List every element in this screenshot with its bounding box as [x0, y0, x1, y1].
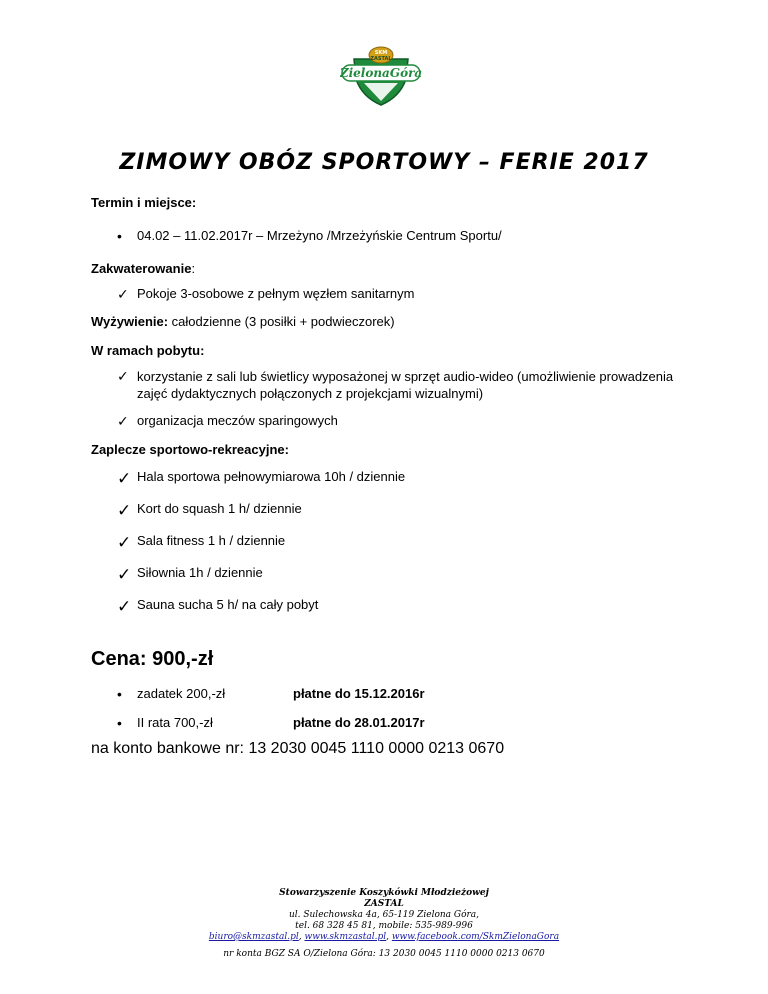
zaplecze-item-1	[117, 469, 405, 489]
zaplecze-item-2	[117, 501, 302, 521]
logo-club-text: ZASTAL	[370, 56, 392, 62]
footer-email-link[interactable]: biuro@skmzastal.pl	[208, 932, 299, 942]
bullet-icon	[117, 228, 137, 244]
zaplecze-text-2: Kort do squash 1 h/ dziennie	[137, 501, 302, 516]
checkmark-icon	[117, 413, 137, 430]
payment-row-2	[117, 715, 425, 731]
payment-row-1	[117, 686, 425, 702]
checkmark-icon	[117, 469, 137, 489]
zaplecze-heading: Zaplecze sportowo-rekreacyjne:	[91, 442, 289, 457]
checkmark-icon	[117, 368, 137, 402]
footer-account: nr konta BGZ SA O/Zielona Góra: 13 2030 0045 1110 0000 0213 0670	[223, 949, 545, 959]
wyzywienie-line	[91, 314, 395, 329]
checkmark-icon	[117, 533, 137, 553]
logo-top-text: SKM	[374, 50, 388, 56]
zaplecze-text-5: Sauna sucha 5 h/ na cały pobyt	[137, 597, 319, 612]
pobyt-text-2: organizacja meczów sparingowych	[137, 413, 338, 428]
termin-text: 04.02 – 11.02.2017r – Mrzeżyno /Mrzeżyńskie Centrum Sportu/	[137, 228, 502, 243]
zaplecze-item-5	[117, 597, 318, 617]
checkmark-icon	[117, 597, 137, 617]
checkmark-icon	[117, 501, 137, 521]
pobyt-item-2	[117, 413, 338, 430]
zaplecze-text-3: Sala fitness 1 h / dziennie	[137, 533, 286, 548]
zaplecze-text-4: Siłownia 1h / dziennie	[137, 565, 263, 580]
footer-sep-1: ,	[298, 932, 305, 942]
club-logo	[340, 45, 422, 107]
pobyt-heading: W ramach pobytu:	[91, 343, 205, 358]
footer-address: ul. Sulechowska 4a, 65-119 Zielona Góra,	[288, 910, 480, 920]
pobyt-item-1	[117, 368, 677, 402]
footer-org: Stowarzyszenie Koszykówki Młodzieżowej	[279, 888, 489, 898]
bullet-icon	[117, 686, 137, 702]
payment-due-1: płatne do 15.12.2016r	[293, 686, 425, 701]
checkmark-icon	[117, 286, 137, 303]
logo-city-text: ZielonaGóra	[340, 66, 422, 80]
pobyt-text-1: korzystanie z sali lub świetlicy wyposażonej w sprzęt audio-wideo (umożliwienie prowadzenia zajęć dydaktycznych połączonych z projekcjami wizualnymi)	[137, 369, 674, 401]
footer-www-link[interactable]: www.skmzastal.pl	[304, 932, 387, 942]
zakwaterowanie-colon: :	[191, 261, 196, 276]
price: Cena: 900,-zł	[91, 648, 214, 670]
footer-links	[0, 932, 768, 943]
checkmark-icon	[117, 565, 137, 585]
wyzywienie-text: całodzienne (3 posiłki + podwieczorek)	[168, 314, 395, 329]
footer-phone: tel. 68 328 45 81, mobile: 535-989-996	[295, 921, 473, 931]
bank-account: na konto bankowe nr: 13 2030 0045 1110 0000 0213 0670	[91, 740, 505, 757]
payment-label-2: II rata 700,-zł	[137, 715, 213, 730]
zaplecze-text-1: Hala sportowa pełnowymiarowa 10h / dziennie	[137, 469, 406, 484]
zakwaterowanie-text: Pokoje 3-osobowe z pełnym węzłem sanitarnym	[137, 286, 415, 301]
payment-label-1: zadatek 200,-zł	[137, 686, 226, 701]
footer-facebook-link[interactable]: www.facebook.com/SkmZielonaGora	[391, 932, 560, 942]
bullet-icon	[117, 715, 137, 731]
zakwaterowanie-heading	[91, 261, 195, 276]
wyzywienie-label: Wyżywienie:	[91, 314, 169, 329]
footer	[0, 888, 768, 960]
termin-item	[117, 228, 502, 244]
termin-heading: Termin i miejsce:	[91, 195, 197, 210]
footer-sep-2: ,	[386, 932, 392, 942]
footer-name: ZASTAL	[364, 899, 404, 909]
zaplecze-item-4	[117, 565, 263, 585]
payment-due-2: płatne do 28.01.2017r	[293, 715, 425, 730]
zaplecze-item-3	[117, 533, 285, 553]
page-title: ZIMOWY OBÓZ SPORTOWY – FERIE 2017	[119, 150, 649, 175]
zakwaterowanie-item	[117, 286, 414, 303]
zakwaterowanie-label: Zakwaterowanie	[91, 261, 192, 276]
